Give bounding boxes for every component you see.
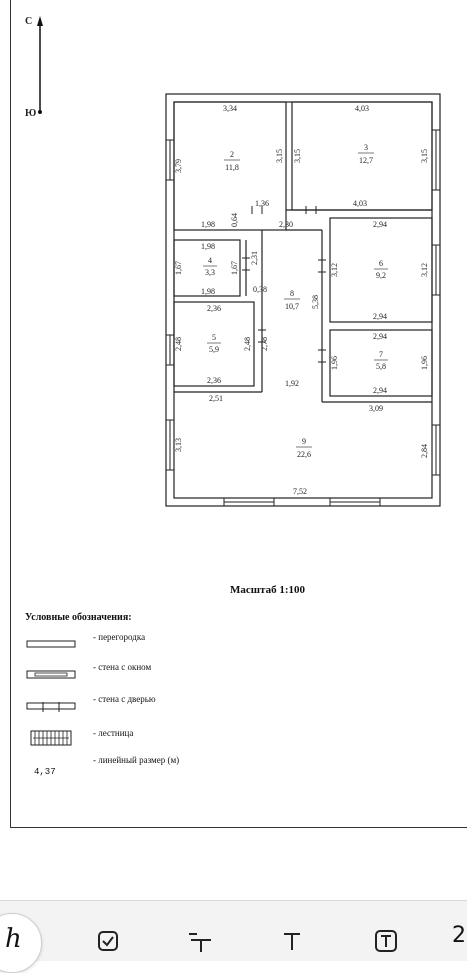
dimension-label: 2,94 bbox=[373, 312, 387, 321]
dimension-label: 1,67 bbox=[174, 261, 183, 275]
dimension-label: 2,31 bbox=[250, 251, 259, 265]
room-number: 9 bbox=[302, 437, 306, 446]
dimension-label: 1,92 bbox=[285, 379, 299, 388]
room-area: 12,7 bbox=[359, 156, 373, 165]
room-area: 5,8 bbox=[376, 362, 386, 371]
room-area: 5,9 bbox=[209, 345, 219, 354]
room-number: 2 bbox=[230, 150, 234, 159]
annotation-toolbar bbox=[0, 900, 467, 961]
compass bbox=[25, 16, 43, 119]
stairs-symbol-icon bbox=[29, 730, 85, 748]
room-number: 7 bbox=[379, 350, 383, 359]
dimension-label: 2,94 bbox=[373, 386, 387, 395]
dimension-label: 2,78 bbox=[260, 337, 269, 351]
dimension-label: 3,12 bbox=[330, 263, 339, 277]
room-number: 3 bbox=[364, 143, 368, 152]
dimension-label: 3,79 bbox=[174, 159, 183, 173]
dimension-label: 2,94 bbox=[373, 220, 387, 229]
checkbox-icon bbox=[97, 930, 119, 952]
dimension-label: 5,38 bbox=[311, 295, 320, 309]
scale-label: Масштаб 1:100 bbox=[230, 584, 306, 596]
dimension-label: 1,98 bbox=[201, 220, 215, 229]
dimension-label: 1,36 bbox=[255, 199, 269, 208]
text-field-icon bbox=[187, 930, 213, 952]
compass-north-label: С bbox=[25, 16, 33, 27]
text-icon bbox=[281, 930, 303, 952]
dimension-label: 1,98 bbox=[201, 287, 215, 296]
dimension-label: 1,96 bbox=[420, 356, 429, 370]
room-labels bbox=[203, 143, 388, 459]
dimension-label: 1,98 bbox=[201, 242, 215, 251]
partition-symbol-icon bbox=[25, 640, 81, 654]
door-wall-symbol-icon bbox=[25, 702, 81, 716]
dimension-label: 3,34 bbox=[223, 104, 237, 113]
dimension-label: 3,15 bbox=[420, 149, 429, 163]
legend-dimension-sample: 4,37 bbox=[34, 767, 56, 777]
dimension-label: 2,94 bbox=[373, 332, 387, 341]
dimension-label: 4,03 bbox=[355, 104, 369, 113]
room-number: 5 bbox=[212, 333, 216, 342]
room-area: 22,6 bbox=[297, 450, 311, 459]
checkbox-tool-button[interactable] bbox=[90, 923, 126, 959]
dimension-label: 7,52 bbox=[293, 487, 307, 496]
dimension-label: 2,84 bbox=[420, 444, 429, 458]
dimension-label: 2,36 bbox=[207, 376, 221, 385]
room-number: 6 bbox=[379, 259, 383, 268]
window-wall-symbol-icon bbox=[25, 670, 81, 684]
dimension-label: 0,64 bbox=[230, 213, 239, 227]
dimension-label: 1,67 bbox=[230, 261, 239, 275]
text-field-tool-button[interactable] bbox=[182, 923, 218, 959]
text-tool-button[interactable] bbox=[274, 923, 310, 959]
dimension-label: 4,03 bbox=[353, 199, 367, 208]
room-area: 9,2 bbox=[376, 271, 386, 280]
text-box-tool-button[interactable] bbox=[368, 923, 404, 959]
dimension-label: 2,48 bbox=[243, 337, 252, 351]
pen-tool-button[interactable] bbox=[0, 913, 42, 973]
dimension-label: 2,51 bbox=[209, 394, 223, 403]
dimension-label: 3,09 bbox=[369, 404, 383, 413]
room-number: 8 bbox=[290, 289, 294, 298]
dimension-label: 2,36 bbox=[207, 304, 221, 313]
compass-south-label: Ю bbox=[25, 108, 37, 119]
pen-icon: ℎ bbox=[5, 924, 22, 954]
text-box-icon bbox=[374, 929, 398, 953]
room-area: 11,8 bbox=[225, 163, 239, 172]
dimension-label: 1,96 bbox=[330, 356, 339, 370]
document-page: С Ю 2 11,8 3 12,7 4 3,3 5 5,9 6 9,2 7 5,8 8 10,7 9 22,6 3,34 4,03 3,79 3,15 3,15 3,15 1,98 0,64 1,36 2,30 4,03 2,94 1,98 2,31 1,67 1,67 1,98 0,38 3,12 3,12 5,38 2,94 2,36 2,48 2,48 2,78 2,94 1,96 1,96 2,36 1,92 2,94 2,51 3,09 3,13 2,84 7,52 Масштаб 1:100 Условные обозначения: - перегородка - стена с окном - стена с дверью - лестница - линейный размер (м) 4,37 bbox=[0, 0, 467, 960]
dimension-label: 3,15 bbox=[293, 149, 302, 163]
dimension-label: 0,38 bbox=[253, 285, 267, 294]
north-arrow-icon bbox=[37, 16, 43, 26]
dimension-label: 3,12 bbox=[420, 263, 429, 277]
room-area: 3,3 bbox=[205, 268, 215, 277]
dimension-label: 2,48 bbox=[174, 337, 183, 351]
room-area: 10,7 bbox=[285, 302, 299, 311]
more-tools-button[interactable]: 2 bbox=[452, 923, 466, 948]
dimension-label: 3,13 bbox=[174, 438, 183, 452]
dimension-label: 3,15 bbox=[275, 149, 284, 163]
legend-title: Условные обозначения: bbox=[25, 612, 132, 623]
room-number: 4 bbox=[208, 256, 212, 265]
dimension-label: 2,30 bbox=[279, 220, 293, 229]
